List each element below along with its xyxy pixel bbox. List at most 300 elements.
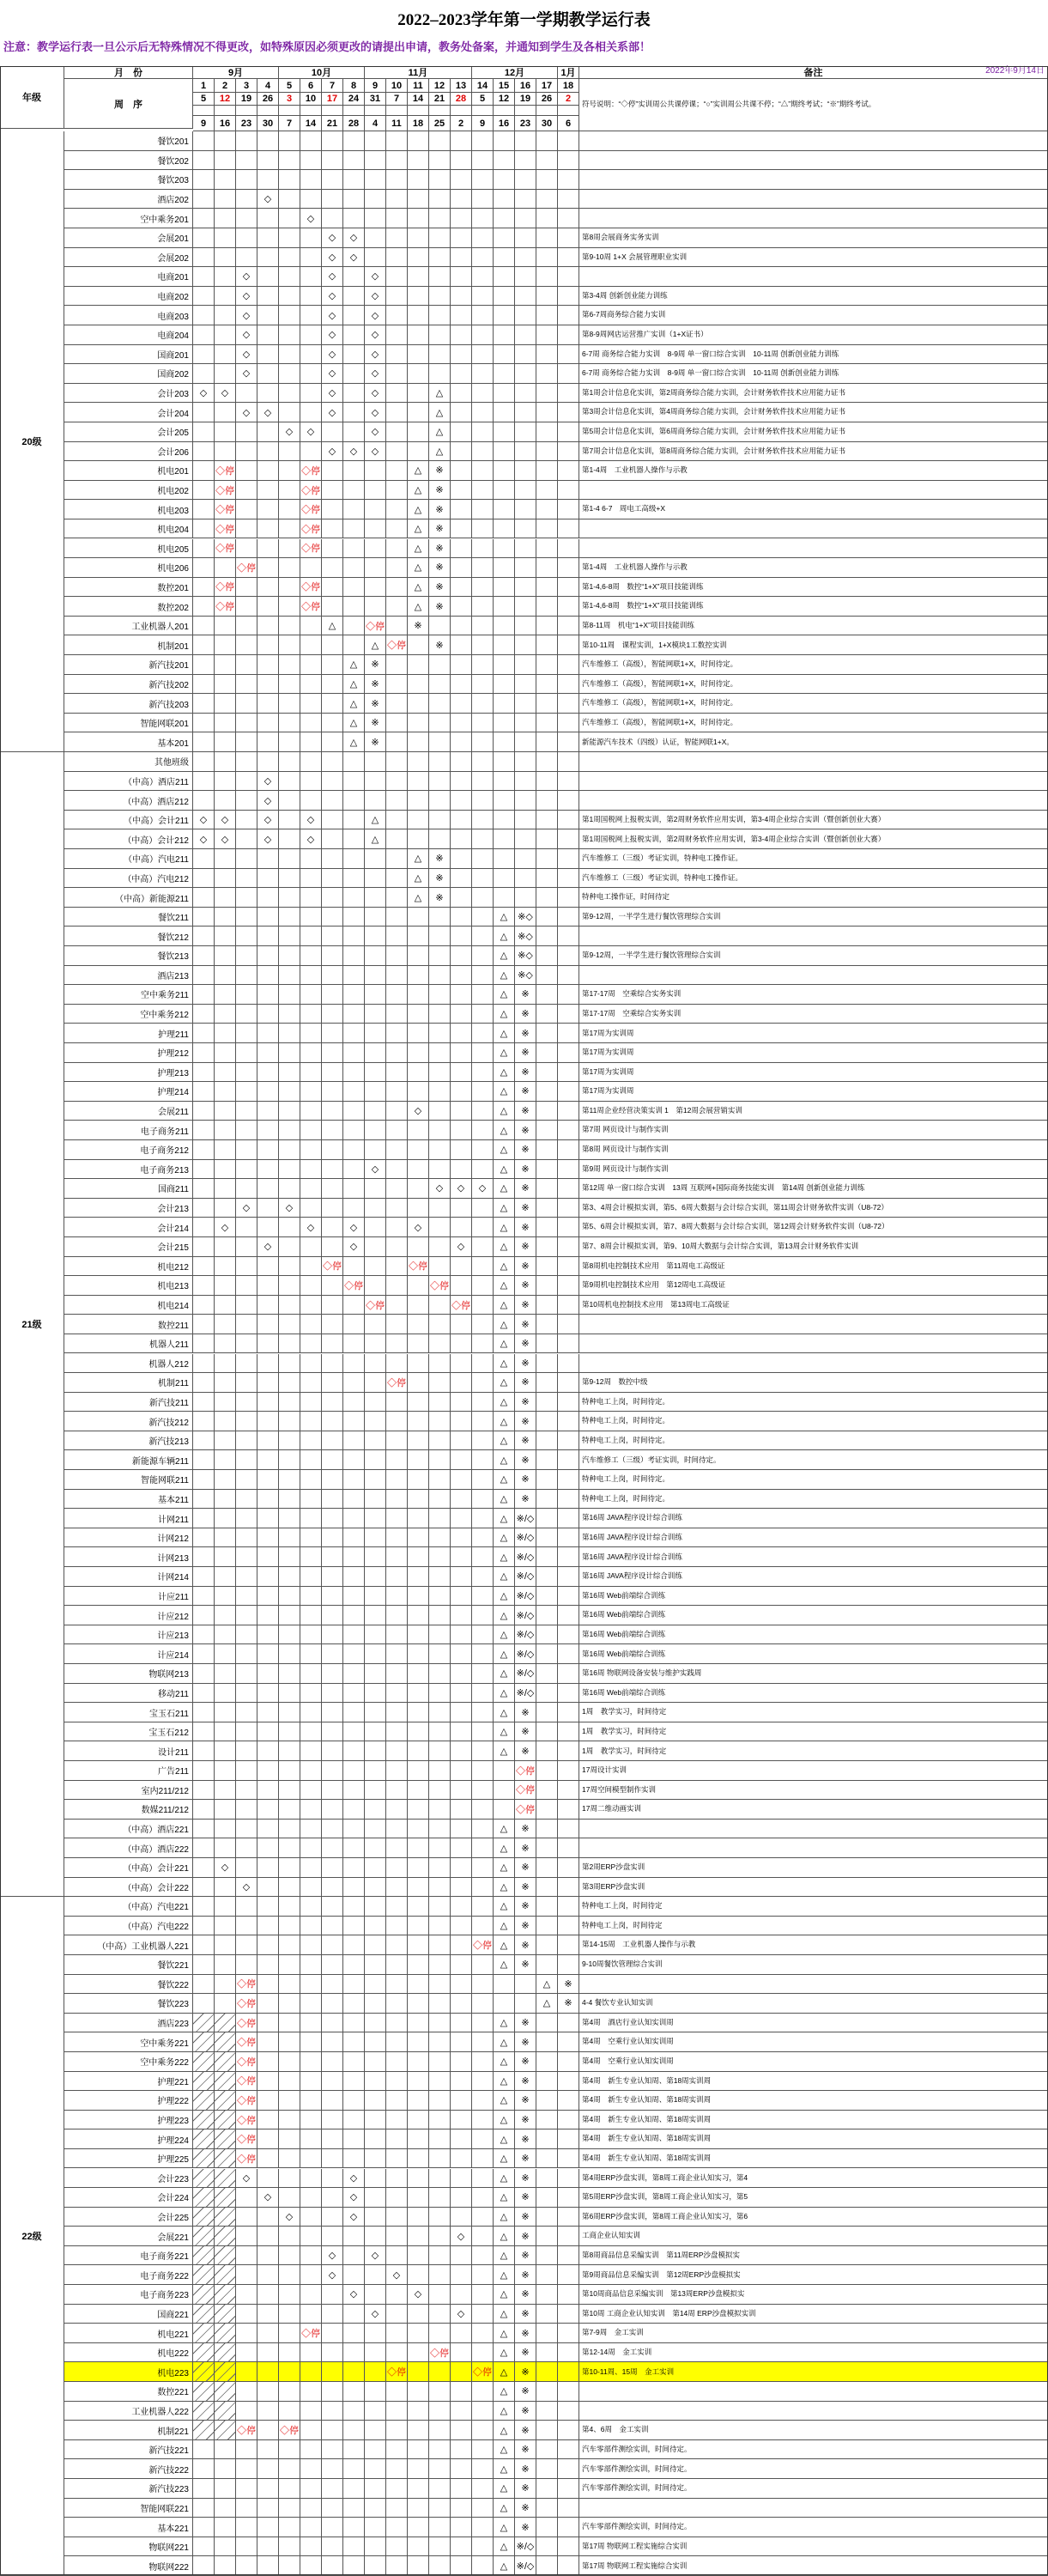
week-cell: [386, 908, 408, 927]
week-cell: [236, 1741, 257, 1761]
week-cell: [429, 1257, 451, 1277]
week-cell: [558, 190, 579, 210]
class-name: （中高）汽电211: [64, 849, 193, 869]
week-cell: [558, 248, 579, 268]
week-cell: ※: [429, 558, 451, 578]
week-cell: [451, 1393, 472, 1413]
week-cell: [365, 1102, 386, 1121]
week-cell: [386, 2479, 408, 2499]
week-cell: [343, 2014, 365, 2033]
week-cell: [279, 1528, 300, 1548]
week-cell: [343, 1334, 365, 1354]
week-cell: [300, 1935, 322, 1955]
week-cell: [536, 1644, 558, 1664]
week-cell: [300, 1644, 322, 1664]
week-cell: [193, 1179, 215, 1199]
week-cell: △: [494, 2227, 515, 2246]
week-cell: [365, 1878, 386, 1898]
week-cell: [322, 1800, 343, 1820]
week-cell: [536, 1276, 558, 1296]
week-cell: [343, 2149, 365, 2169]
week-cell: [365, 1897, 386, 1917]
week-cell: [279, 1722, 300, 1742]
week-cell: [300, 2537, 322, 2557]
week-cell: ◇停: [236, 2072, 257, 2092]
week-cell: [536, 2014, 558, 2033]
week-cell: ※/◇: [515, 1606, 536, 1625]
week-cell: [300, 1179, 322, 1199]
week-cell: [472, 1024, 494, 1043]
week-cell: ◇: [322, 248, 343, 268]
week-cell: [279, 1781, 300, 1801]
week-cell: [408, 675, 429, 695]
week-cell: [215, 306, 236, 325]
remark-cell: 汽车维修工（高级），智能网联1+X，时间待定。: [579, 675, 1048, 695]
month-3: 11月: [365, 66, 472, 79]
class-name: 餐饮201: [64, 131, 193, 151]
week-cell: △: [494, 1858, 515, 1878]
week-cell: [365, 2362, 386, 2382]
week-cell: [279, 2265, 300, 2285]
week-cell: [215, 1315, 236, 1334]
week-cell: [193, 422, 215, 442]
week-cell: [365, 539, 386, 559]
week-cell: [236, 1043, 257, 1063]
week-cell: ※: [515, 1140, 536, 1160]
week-cell: [343, 1315, 365, 1334]
week-cell: [257, 306, 279, 325]
week-cell: ◇: [279, 422, 300, 442]
week-cell: [236, 578, 257, 598]
class-name: 机器人211: [64, 1334, 193, 1354]
week-cell: [536, 1838, 558, 1858]
week-sep-1: [193, 106, 215, 116]
week-cell: [408, 1431, 429, 1451]
week-cell: [472, 1741, 494, 1761]
week-cell: [408, 209, 429, 228]
week-cell: ◇: [322, 287, 343, 307]
week-cell: [472, 1897, 494, 1917]
week-cell: [472, 2188, 494, 2208]
grade-2: 21级: [0, 752, 64, 1897]
week-cell: [386, 2246, 408, 2266]
week-cell: ※: [515, 1450, 536, 1470]
week-cell: [236, 1858, 257, 1878]
week-cell: [386, 1587, 408, 1607]
week-cell: [343, 1547, 365, 1567]
week-cell: [193, 1587, 215, 1607]
week-cell: [558, 908, 579, 927]
week-cell: [236, 2382, 257, 2402]
week-cell: [257, 1450, 279, 1470]
week-cell: [257, 1722, 279, 1742]
week-cell: [300, 1684, 322, 1704]
week-cell: [386, 2072, 408, 2092]
week-cell: [386, 519, 408, 539]
week-cell: [408, 752, 429, 772]
week-cell: [515, 422, 536, 442]
week-end-17: 30: [536, 116, 558, 131]
remark-cell: [579, 131, 1048, 151]
week-cell: [343, 151, 365, 171]
week-cell: [408, 1296, 429, 1315]
week-cell: [322, 2052, 343, 2072]
week-cell: [236, 2285, 257, 2305]
week-cell: [408, 1412, 429, 1431]
week-cell: [494, 170, 515, 190]
week-sep-18: [558, 106, 579, 116]
week-cell: [343, 1450, 365, 1470]
week-cell: [408, 1606, 429, 1625]
week-cell: [515, 519, 536, 539]
week-cell: [343, 2459, 365, 2479]
week-cell: [236, 1218, 257, 1237]
week-cell: [215, 1102, 236, 1121]
week-cell: [215, 1063, 236, 1083]
week-cell: [193, 2556, 215, 2576]
week-cell: [386, 1063, 408, 1083]
week-cell: [279, 1296, 300, 1315]
week-cell: [365, 2188, 386, 2208]
week-cell: [322, 2402, 343, 2421]
week-cell: ※: [515, 1490, 536, 1510]
week-cell: [193, 1315, 215, 1334]
remark-cell: [579, 752, 1048, 772]
week-cell: [300, 2188, 322, 2208]
week-cell: △: [365, 829, 386, 849]
class-name: 计网211: [64, 1509, 193, 1528]
week-cell: [558, 2111, 579, 2130]
week-cell: [451, 966, 472, 986]
week-cell: [279, 1024, 300, 1043]
week-cell: [494, 364, 515, 384]
week-cell: [429, 675, 451, 695]
week-cell: ◇: [343, 1218, 365, 1237]
week-cell: [429, 325, 451, 345]
week-cell: [472, 694, 494, 714]
week-cell: [365, 2014, 386, 2033]
week-cell: ※: [515, 1878, 536, 1898]
week-cell: [365, 985, 386, 1005]
week-cell: [408, 2499, 429, 2518]
week-cell: [322, 539, 343, 559]
week-cell: [408, 2111, 429, 2130]
week-cell: [386, 306, 408, 325]
week-cell: [343, 1625, 365, 1645]
week-cell: △: [494, 2362, 515, 2382]
week-cell: [494, 752, 515, 772]
week-cell: [386, 1082, 408, 1102]
week-cell: [215, 985, 236, 1005]
week-cell: [494, 442, 515, 462]
week-cell: [193, 190, 215, 210]
week-cell: [536, 772, 558, 792]
week-sep-2: [215, 106, 236, 116]
week-cell: [472, 2149, 494, 2169]
week-cell: [322, 209, 343, 228]
week-cell: [193, 442, 215, 462]
week-cell: ※: [429, 519, 451, 539]
week-cell: [193, 558, 215, 578]
week-cell: [300, 1975, 322, 1995]
week-end-3: 23: [236, 116, 257, 131]
week-cell: [494, 461, 515, 481]
week-cell: [536, 1800, 558, 1820]
week-cell: [365, 1450, 386, 1470]
class-name: 广告211: [64, 1761, 193, 1781]
week-cell: [300, 1994, 322, 2014]
week-cell: [451, 1644, 472, 1664]
week-cell: [300, 131, 322, 151]
week-cell: [429, 2265, 451, 2285]
week-cell: [300, 1121, 322, 1140]
week-cell: [257, 1547, 279, 1567]
week-cell: [472, 1509, 494, 1528]
week-cell: [236, 228, 257, 248]
week-cell: ※: [515, 2188, 536, 2208]
class-name: 机电205: [64, 539, 193, 559]
week-cell: [193, 1257, 215, 1277]
week-number-18: 18: [558, 79, 579, 93]
week-cell: [300, 1082, 322, 1102]
week-cell: [386, 1878, 408, 1898]
week-cell: [279, 2169, 300, 2189]
week-cell: [279, 170, 300, 190]
week-cell: [215, 1179, 236, 1199]
class-name: 计应214: [64, 1644, 193, 1664]
week-cell: ※: [515, 1121, 536, 1140]
week-cell: [279, 2459, 300, 2479]
week-cell: [429, 1412, 451, 1431]
week-cell: [515, 287, 536, 307]
week-cell: [536, 2169, 558, 2189]
week-cell: [257, 2305, 279, 2324]
week-cell: [558, 461, 579, 481]
week-cell: [472, 1237, 494, 1257]
week-cell: ※: [429, 869, 451, 889]
week-cell: [279, 1741, 300, 1761]
week-cell: [558, 635, 579, 655]
week-cell: [429, 2246, 451, 2266]
week-cell: [300, 1354, 322, 1374]
week-cell: [322, 2382, 343, 2402]
week-cell: △: [343, 732, 365, 752]
week-cell: [408, 248, 429, 268]
remark-cell: 汽车零部件测绘实训，时间待定。: [579, 2518, 1048, 2537]
week-cell: [279, 2188, 300, 2208]
week-cell: [236, 888, 257, 908]
week-cell: [215, 2499, 236, 2518]
remark-cell: [579, 190, 1048, 210]
week-cell: [322, 2091, 343, 2111]
week-cell: [472, 1315, 494, 1334]
week-end-5: 7: [279, 116, 300, 131]
week-cell: [451, 1199, 472, 1218]
remark-cell: 第6-7周商务综合能力实训: [579, 306, 1048, 325]
week-cell: [386, 1237, 408, 1257]
week-cell: [322, 1528, 343, 1548]
week-cell: [300, 1393, 322, 1413]
week-cell: [558, 966, 579, 986]
week-cell: [408, 1703, 429, 1722]
week-cell: [472, 811, 494, 830]
week-cell: [215, 364, 236, 384]
week-cell: [300, 1800, 322, 1820]
week-cell: [322, 1490, 343, 1510]
week-end-9: 4: [365, 116, 386, 131]
week-cell: [193, 1160, 215, 1180]
week-cell: [300, 2421, 322, 2440]
week-cell: [429, 2362, 451, 2382]
week-cell: [386, 1761, 408, 1781]
week-cell: △: [429, 384, 451, 404]
week-cell: [429, 1935, 451, 1955]
week-cell: [236, 1315, 257, 1334]
week-cell: [451, 1160, 472, 1180]
week-start-11: 14: [408, 93, 429, 106]
week-cell: ※: [515, 1296, 536, 1315]
week-cell: [472, 1587, 494, 1607]
week-cell: △: [343, 714, 365, 733]
week-cell: [536, 1703, 558, 1722]
week-cell: [257, 170, 279, 190]
week-cell: [215, 2149, 236, 2169]
week-cell: [451, 1082, 472, 1102]
week-cell: [300, 946, 322, 966]
week-cell: [408, 1547, 429, 1567]
week-cell: [408, 1199, 429, 1218]
week-cell: [558, 2208, 579, 2227]
week-cell: [215, 345, 236, 365]
class-name: （中高）会计212: [64, 829, 193, 849]
week-cell: [279, 1160, 300, 1180]
week-cell: [193, 2265, 215, 2285]
week-cell: [343, 481, 365, 501]
week-cell: [536, 1412, 558, 1431]
week-cell: ◇: [322, 2246, 343, 2266]
week-cell: [300, 1703, 322, 1722]
week-cell: [451, 1102, 472, 1121]
week-cell: [536, 1393, 558, 1413]
week-cell: [322, 1373, 343, 1393]
week-cell: [386, 617, 408, 636]
week-cell: [343, 325, 365, 345]
week-cell: [536, 1761, 558, 1781]
week-cell: [257, 1703, 279, 1722]
week-cell: [322, 1199, 343, 1218]
week-cell: [451, 1024, 472, 1043]
week-cell: ◇停: [236, 2149, 257, 2169]
week-cell: ※: [429, 578, 451, 598]
class-name: 餐饮212: [64, 927, 193, 946]
week-cell: ※: [515, 1838, 536, 1858]
week-cell: [257, 267, 279, 287]
week-cell: [472, 1528, 494, 1548]
week-cell: [257, 519, 279, 539]
week-cell: [429, 2091, 451, 2111]
week-cell: [386, 732, 408, 752]
week-cell: [300, 655, 322, 675]
week-cell: [386, 2305, 408, 2324]
week-cell: [408, 2305, 429, 2324]
week-cell: [322, 519, 343, 539]
week-cell: ◇: [322, 228, 343, 248]
week-cell: [451, 481, 472, 501]
remark-cell: 特种电工上岗，时间待定: [579, 1917, 1048, 1936]
week-cell: [365, 558, 386, 578]
week-cell: [558, 2014, 579, 2033]
week-cell: [193, 500, 215, 519]
week-number-12: 12: [429, 79, 451, 93]
week-cell: [279, 267, 300, 287]
week-cell: [300, 1450, 322, 1470]
week-cell: [343, 403, 365, 422]
week-cell: [536, 2305, 558, 2324]
week-cell: [279, 2129, 300, 2149]
week-cell: △: [429, 422, 451, 442]
week-cell: [408, 1276, 429, 1296]
week-cell: [536, 1450, 558, 1470]
week-cell: [193, 364, 215, 384]
remark-cell: 特种电工上岗，时间待定。: [579, 1393, 1048, 1413]
week-cell: [558, 364, 579, 384]
week-number-10: 10: [386, 79, 408, 93]
week-cell: [322, 908, 343, 927]
week-cell: [472, 752, 494, 772]
week-cell: [429, 2052, 451, 2072]
week-cell: [515, 228, 536, 248]
week-cell: [408, 287, 429, 307]
week-cell: [429, 2499, 451, 2518]
week-cell: [193, 1393, 215, 1413]
week-cell: ◇: [472, 1179, 494, 1199]
week-cell: [472, 1218, 494, 1237]
week-cell: [322, 1994, 343, 2014]
week-cell: [494, 209, 515, 228]
week-cell: [236, 1838, 257, 1858]
week-cell: [365, 481, 386, 501]
week-cell: [386, 1179, 408, 1199]
week-cell: [408, 1237, 429, 1257]
class-name: 机电222: [64, 2343, 193, 2363]
week-cell: [193, 403, 215, 422]
week-cell: [408, 2324, 429, 2343]
week-cell: [300, 1199, 322, 1218]
week-cell: [257, 578, 279, 598]
week-sep-6: [300, 106, 322, 116]
week-cell: [429, 1043, 451, 1063]
week-cell: [257, 1276, 279, 1296]
week-cell: [365, 1800, 386, 1820]
week-cell: ※: [515, 1179, 536, 1199]
week-cell: [236, 1102, 257, 1121]
remark-cell: 第9-10周 1+X 会展管理职业实训: [579, 248, 1048, 268]
week-cell: [558, 228, 579, 248]
week-cell: △: [408, 597, 429, 617]
week-cell: [558, 2091, 579, 2111]
week-cell: [257, 1257, 279, 1277]
week-cell: [365, 1490, 386, 1510]
week-cell: ◇: [365, 442, 386, 462]
week-cell: ◇: [215, 384, 236, 404]
class-name: 数控211: [64, 1315, 193, 1334]
week-cell: [300, 2285, 322, 2305]
class-name: 智能网联221: [64, 2499, 193, 2518]
week-cell: [236, 1179, 257, 1199]
week-cell: [558, 345, 579, 365]
week-cell: △: [494, 1878, 515, 1898]
class-name: 机电223: [64, 2362, 193, 2382]
